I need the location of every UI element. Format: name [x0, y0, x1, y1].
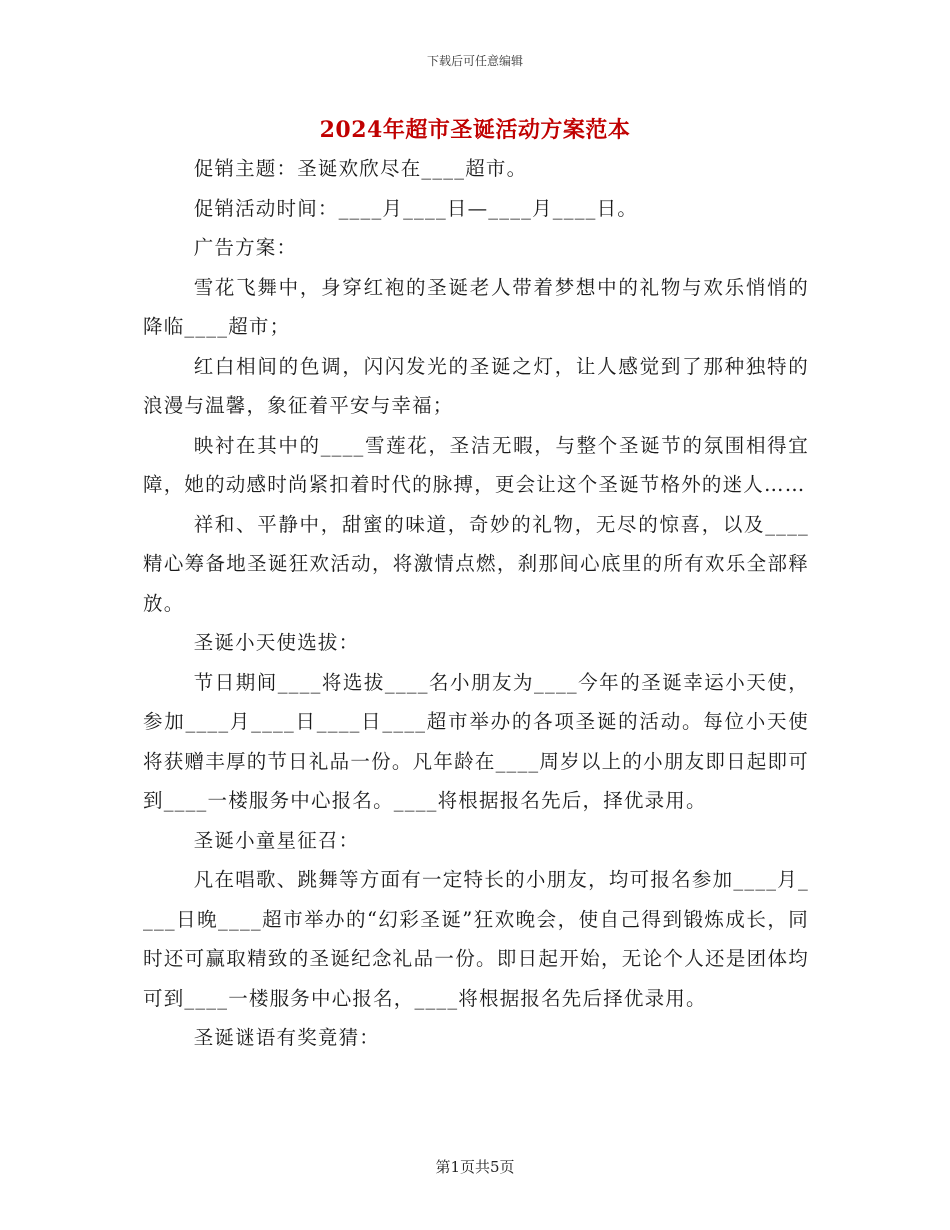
- document-title: 2024年超市圣诞活动方案范本: [319, 117, 631, 143]
- paragraph-snow-lotus: 映衬在其中的____雪莲花，圣洁无暇，与整个圣诞节的氛围相得宜障，她的动感时尚紧扣着时代的脉搏，更会让这个圣诞节格外的迷人……: [143, 433, 809, 496]
- paragraph-ad-plan-heading: 广告方案：: [193, 236, 298, 259]
- document-body: [143, 149, 809, 1058]
- paragraph-riddle-heading: 圣诞谜语有奖竟猜：: [193, 1026, 380, 1049]
- paragraph-promo-time: 促销活动时间：____月____日—____月____日。: [193, 196, 638, 220]
- page-header-note: 下载后可任意编辑: [426, 54, 523, 68]
- paragraph-snow-santa: 雪花飞舞中，身穿红袍的圣诞老人带着梦想中的礼物与欢乐悄悄的降临____超市；: [143, 275, 809, 338]
- page-number: 第1页共5页: [435, 1158, 515, 1176]
- paragraph-promo-theme: 促销主题：圣诞欢欣尽在____超市。: [193, 157, 528, 180]
- paragraph-red-white: 红白相间的色调，闪闪发光的圣诞之灯，让人感觉到了那种独特的浪漫与温馨，象征着平安与幸福；: [143, 354, 809, 417]
- paragraph-star-details: 凡在唱歌、跳舞等方面有一定特长的小朋友，均可报名参加____月____日晚____超市举办的“幻彩圣诞”狂欢晚会，使自己得到锻炼成长，同时还可赢取精致的圣诞纪念礼品一份。即日起开始，无论个人还是团体均可到____一楼服务中心报名，____将根据报名先后择优录用。: [143, 868, 809, 1010]
- paragraph-angel-heading: 圣诞小天使选拔：: [193, 631, 360, 654]
- paragraph-angel-details: 节日期间____将选拔____名小朋友为____今年的圣诞幸运小天使，参加____月____日____日____超市举办的各项圣诞的活动。每位小天使将获赠丰厚的节日礼品一份。凡年龄在____周岁以上的小朋友即日起即可到____一楼服务中心报名。____将根据报名先后，择优录用。: [143, 670, 809, 812]
- paragraph-star-heading: 圣诞小童星征召：: [193, 828, 360, 852]
- paragraph-carnival: 祥和、平静中，甜蜜的味道，奇妙的礼物，无尽的惊喜，以及____精心筹备地圣诞狂欢活动，将激情点燃，刹那间心底里的所有欢乐全部释放。: [143, 512, 809, 615]
